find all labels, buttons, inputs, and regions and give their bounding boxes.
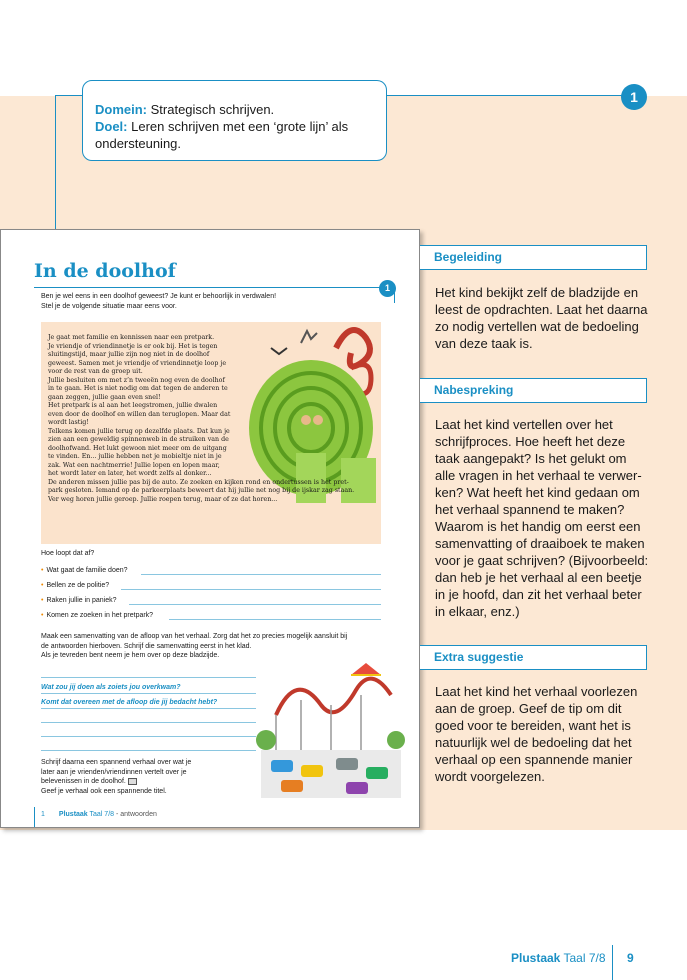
section-line: dan heb je het verhaal al een beetje [435,570,642,585]
final-line: Geef je verhaal ook een spannende titel. [41,787,167,795]
answer-line[interactable] [129,604,381,605]
question-item [41,597,381,604]
story-line: geweest. Samen met je vriendje of vriendinnetje loop je [48,359,227,367]
bullet-icon: • [41,582,44,589]
sheet-footer-sub: - antwoorden [114,811,157,818]
domain-value: Strategisch schrijven. [147,102,275,117]
final-line: Schrijf daarna een spannend verhaal over wat je [41,759,192,766]
worksheet-badge: 1 [379,280,396,297]
intro-line: Ben je wel eens in een doolhof geweest? Je kunt er behoorlijk in verdwalen! [41,293,277,300]
writing-line[interactable] [41,722,256,723]
story-line: zak. Wat een nachtmerrie! Jullie lopen en lopen maar, [48,461,220,469]
section-line: alle vragen in het verhaal te verwer- [435,468,642,483]
amusement-park-illustration [256,655,406,800]
story-line: Je gaat met familie en kennissen naar een pretpark. [48,334,215,341]
section-line: voor je gaat schrijven? (Bijvoorbeeld: [435,553,649,568]
writing-line[interactable] [41,708,256,709]
section-line: verhaal op een spannende manier [435,752,633,767]
story-line: Ver weg horen jullie geroep. Jullie roepen terug, maar of ze dat horen... [48,495,278,503]
reflect-question-2: Komt dat overeen met de afloop die jij bedacht hebt? [41,699,218,706]
section-body-nabespreking [435,416,650,620]
summary-line: de antwoorden hierboven. Schrijf die samenvatting eerst in het klad. [41,642,252,650]
question-text: Bellen ze de politie? [46,582,110,589]
worksheet-title: In de doolhof [34,260,176,282]
sheet-page-number: 1 [41,811,45,818]
sheet-footer [41,811,157,818]
story-line: De anderen missen jullie pas bij de auto. Ze zoeken en kijken rond en ondertussen is het pret- [48,478,349,486]
page-number: 9 [627,951,634,965]
story-line: Het pretpark is al aan het leegstromen, jullie dwalen [48,402,218,409]
page-footer-brand [511,951,606,965]
goal-label: Doel: [95,119,128,134]
section-heading-nabespreking: Nabespreking [420,378,647,403]
page-footer-brand-name: Plustaak [511,951,561,965]
page-footer-rule [612,945,613,980]
worksheet-page [0,229,420,828]
section-line: goed voor te bereiden, want het is [435,718,631,733]
question-heading: Hoe loopt dat af? [41,550,95,557]
answer-line[interactable] [121,589,381,590]
summary-line: Als je tevreden bent neem je hem over op deze bladzijde. [41,652,220,659]
section-line: samenvatting of draaiboek te maken [435,536,645,551]
writing-line[interactable] [41,693,256,694]
section-line: ken? Wat heeft het kind gedaan om [435,485,640,500]
sheet-footer-brand: Plustaak [58,811,88,818]
story-line: voor de rest van de groep uit. [48,368,143,375]
writing-line[interactable] [41,736,256,737]
reflect-question-1: Wat zou jij doen als zoiets jou overkwam? [41,684,181,691]
story-line: Je vriendje of vriendinnetje is er ook bij. Het is tegen [48,342,218,350]
left-rule [55,95,56,230]
story-line: Telkens komen jullie terug op dezelfde plaats. Dat kun je [48,427,230,435]
question-item [41,582,381,589]
final-line-text: belevenissen in de doolhof. [41,778,126,785]
section-line: in je hoofd, dan zit het verhaal beter [435,587,642,602]
section-line: het verhaal spannend te maken? [435,502,625,517]
answer-line[interactable] [169,619,381,620]
section-body-begeleiding [435,284,650,352]
question-text: Wat gaat de familie doen? [46,567,128,574]
story-line: sluitingstijd, maar jullie zijn nog niet in de doolhof [48,351,210,358]
section-line: taak aangepakt? Is het gelukt om [435,451,627,466]
intro-line: Stel je de volgende situatie maar eens voor. [41,302,177,310]
story-line: het wordt later en later, het wordt zelfs al donker... [48,470,212,477]
question-text: Raken jullie in paniek? [46,597,117,604]
domain-line [95,101,374,118]
goal-box [82,80,387,161]
worksheet-title-rule [34,287,389,288]
story-line: te vinden. En... jullie hebben net je mobieltje niet in je [48,453,222,460]
section-line: wordt voorgelezen. [435,769,545,784]
question-text: Komen ze zoeken in het pretpark? [46,612,154,619]
goal-value-1: Leren schrijven met een ‘grote lijn’ als [127,119,349,134]
section-line: natuurlijk wel de bedoeling dat het [435,735,632,750]
answer-line[interactable] [141,574,381,575]
story-line: park gesloten. Iemand op de parkeerplaats beweert dat hij jullie net nog bij de ijskar zag staan. [48,487,355,494]
goal-value-2: ondersteuning. [95,136,182,151]
summary-line: Maak een samenvatting van de afloop van het verhaal. Zorg dat het zo precies mogelijk aansluit bij [41,633,348,640]
story-line: in te gaan. Het is niet nodig om dat tegen de anderen te [48,385,228,392]
goal-line [95,118,374,135]
final-line [41,777,241,787]
section-line: Het kind bekijkt zelf de bladzijde en [435,285,639,300]
bullet-icon: • [41,612,44,619]
story-text [48,334,378,504]
story-line: wordt lastig! [48,419,89,426]
writing-line[interactable] [41,750,256,751]
story-line: even door de doolhof en willen dan teruglopen. Maar dat [48,410,231,418]
section-line: in elkaar, enz.) [435,604,520,619]
section-line: Laat het kind het verhaal voorlezen [435,684,638,699]
section-line: van deze taak is. [435,336,533,351]
final-line: later aan je vrienden/vriendinnen vertelt over je [41,768,187,776]
section-line: aan de groep. Geef de tip om dit [435,701,622,716]
section-heading-begeleiding: Begeleiding [420,245,647,270]
question-item [41,567,381,574]
section-line: schrijfproces. Hoe heeft het deze [435,434,626,449]
section-body-extra [435,683,650,785]
section-line: Waarom is het handig om eerst een [435,519,641,534]
story-line: zien aan een geweldig spinnenweb in de struiken van de [48,436,229,443]
section-line: zo nodig vertellen wat de bedoeling [435,319,639,334]
sheet-footer-level: Taal 7/8 [87,811,115,818]
final-instructions [41,758,241,796]
bullet-icon: • [41,567,44,574]
question-item [41,612,381,619]
section-heading-extra: Extra suggestie [420,645,647,670]
page-footer-level: Taal 7/8 [560,951,606,965]
story-line: Jullie besluiten om met z’n tweeën nog even de doolhof [48,376,225,384]
writing-line[interactable] [41,677,256,678]
section-line: Laat het kind vertellen over het [435,417,613,432]
section-line: leest de opdrachten. Laat het daarna [435,302,648,317]
story-line: gaan zeggen, jullie gaan even snel! [48,393,161,401]
task-number-badge: 1 [621,84,647,110]
story-line: doolhofwand. Het lukt gewoon niet meer om de uitgang [48,444,227,452]
bullet-icon: • [41,597,44,604]
domain-label: Domein: [95,102,147,117]
sheet-footer-rule [34,807,35,827]
computer-icon [128,778,137,785]
